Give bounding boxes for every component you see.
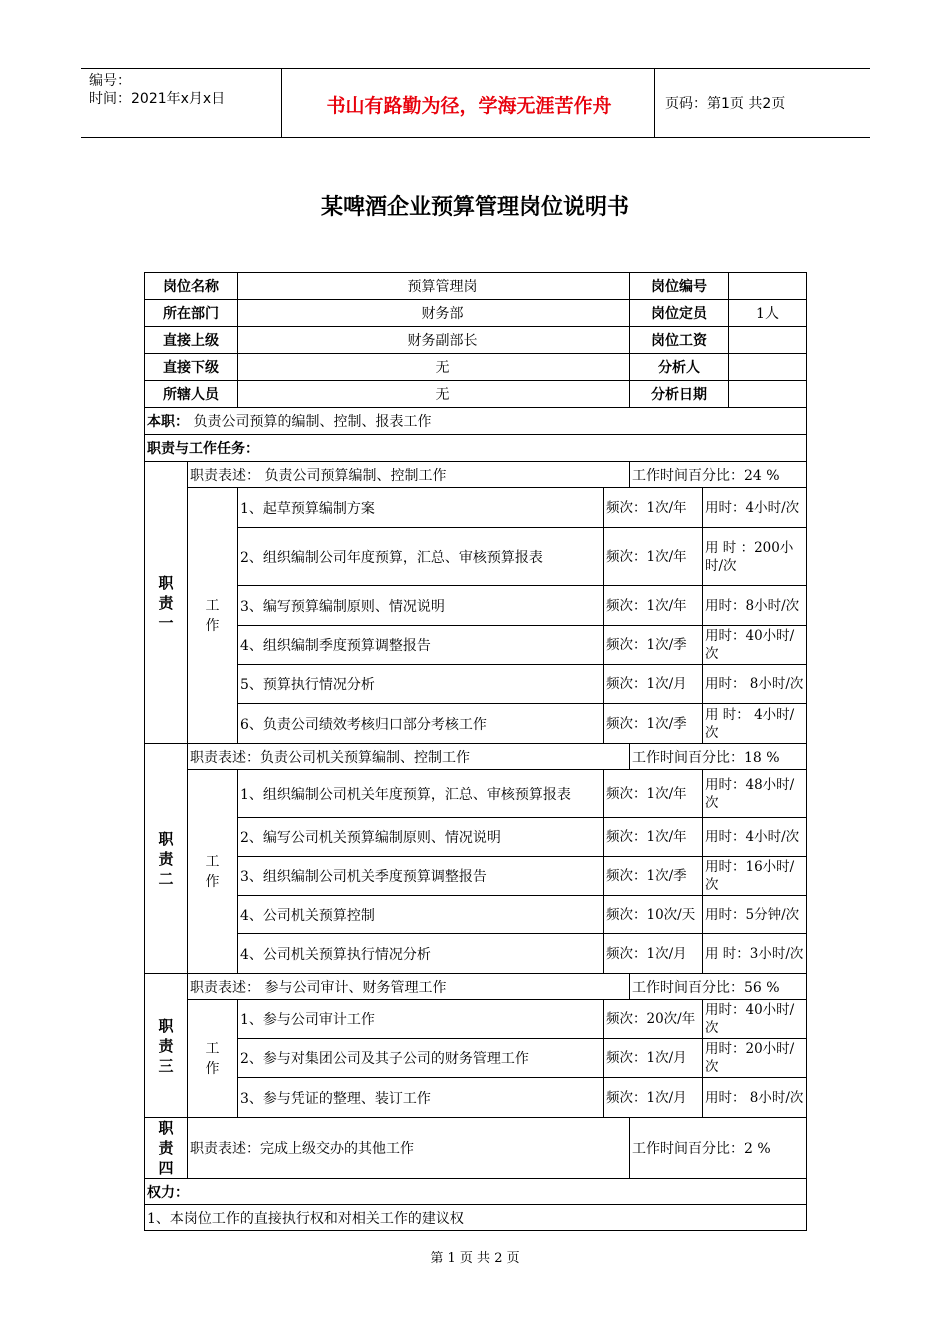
task-time: 用时：16小时/次 (703, 857, 807, 896)
task-time: 用 时： 4小时/次 (703, 704, 807, 744)
task-row (145, 586, 807, 626)
duty-label: 本职： (147, 414, 189, 430)
duty-statement: 职责表述： 参与公司审计、财务管理工作 (188, 974, 630, 1000)
info-value (729, 354, 807, 381)
task-time: 用时： 8小时/次 (703, 665, 807, 704)
header-motto: 书山有路勤为径，学海无涯苦作舟 (326, 95, 612, 117)
duty-name-char: 责 (158, 1139, 174, 1157)
rights-item: 1、本岗位工作的直接执行权和对相关工作的建议权 (145, 1205, 807, 1231)
duty-name (145, 744, 188, 974)
task-row (145, 818, 807, 857)
duty-statement: 职责表述：负责公司机关预算编制、控制工作 (188, 744, 630, 770)
document-title: 某啤酒企业预算管理岗位说明书 (320, 195, 629, 220)
duty-percent: 工作时间百分比：24 % (630, 462, 807, 488)
header-meta (89, 72, 225, 108)
info-label: 直接下级 (145, 354, 238, 381)
task-label (188, 770, 238, 974)
task-text: 3、参与凭证的整理、装订工作 (238, 1078, 604, 1118)
page-header (81, 68, 870, 138)
duties-title: 职责与工作任务： (145, 435, 807, 462)
info-label: 分析人 (630, 354, 729, 381)
task-text: 1、起草预算编制方案 (238, 488, 604, 528)
task-text: 2、参与对集团公司及其子公司的财务管理工作 (238, 1039, 604, 1078)
info-value: 1人 (729, 300, 807, 327)
info-value: 预算管理岗 (238, 273, 630, 300)
duty-name-char: 责 (158, 1036, 174, 1055)
info-label: 所辖人员 (145, 381, 238, 408)
info-value (729, 381, 807, 408)
info-label: 所在部门 (145, 300, 238, 327)
task-text: 4、组织编制季度预算调整报告 (238, 626, 604, 665)
duty-percent: 工作时间百分比：56 % (630, 974, 807, 1000)
duty-name (145, 974, 188, 1118)
info-value: 无 (238, 354, 630, 381)
task-frequency: 频次：1次/年 (604, 818, 703, 857)
duty-statement-row (145, 462, 807, 488)
task-frequency: 频次：1次/年 (604, 488, 703, 528)
task-text: 5、预算执行情况分析 (238, 665, 604, 704)
task-text: 4、公司机关预算控制 (238, 896, 604, 934)
task-time: 用时：48小时/次 (703, 770, 807, 818)
task-label-line: 作 (205, 873, 220, 890)
header-divider (281, 69, 282, 137)
task-label-line: 作 (205, 617, 220, 634)
header-time: 时间：2021年x月x日 (89, 91, 226, 107)
info-row (145, 381, 807, 408)
task-row (145, 488, 807, 528)
task-row (145, 934, 807, 974)
info-label: 岗位工资 (630, 327, 729, 354)
duty-name-char: 责 (158, 593, 174, 612)
task-text: 2、组织编制公司年度预算，汇总、审核预算报表 (238, 528, 604, 586)
duty-statement: 职责表述：完成上级交办的其他工作 (188, 1118, 630, 1179)
duty-name-char: 责 (158, 849, 174, 868)
duty-statement-row (145, 744, 807, 770)
info-row (145, 327, 807, 354)
duty-name-char: 四 (158, 1159, 174, 1177)
task-frequency: 频次：1次/月 (604, 934, 703, 974)
task-text: 6、负责公司绩效考核归口部分考核工作 (238, 704, 604, 744)
task-time: 用时：4小时/次 (703, 488, 807, 528)
info-row (145, 300, 807, 327)
header-number: 编号： (89, 73, 131, 89)
task-row (145, 1000, 807, 1039)
task-row (145, 1039, 807, 1078)
task-frequency: 频次：1次/月 (604, 1078, 703, 1118)
task-row (145, 770, 807, 818)
duty-statement-row (145, 1118, 807, 1179)
task-text: 1、参与公司审计工作 (238, 1000, 604, 1039)
task-label-line: 工 (205, 1040, 220, 1057)
duty-name-char: 三 (158, 1056, 174, 1075)
info-value: 财务副部长 (238, 327, 630, 354)
duty-statement-row (145, 974, 807, 1000)
task-frequency: 频次：1次/季 (604, 704, 703, 744)
task-time: 用时：5分钟/次 (703, 896, 807, 934)
task-time: 用 时 ：200小时/次 (703, 528, 807, 586)
info-label: 岗位定员 (630, 300, 729, 327)
info-value (729, 273, 807, 300)
task-frequency: 频次：1次/季 (604, 626, 703, 665)
duty-name (145, 462, 188, 744)
duty-row (145, 408, 807, 435)
task-time: 用时： 8小时/次 (703, 1078, 807, 1118)
info-label: 分析日期 (630, 381, 729, 408)
task-row (145, 1078, 807, 1118)
task-frequency: 频次：1次/季 (604, 857, 703, 896)
task-time: 用时：40小时/次 (703, 1000, 807, 1039)
task-label-line: 工 (205, 853, 220, 870)
task-row (145, 528, 807, 586)
info-value: 无 (238, 381, 630, 408)
header-page: 页码：第1页 共2页 (665, 96, 786, 112)
duty-name (145, 1118, 188, 1179)
task-time: 用 时：3小时/次 (703, 934, 807, 974)
info-value: 财务部 (238, 300, 630, 327)
duty-percent: 工作时间百分比：18 % (630, 744, 807, 770)
task-frequency: 频次：1次/年 (604, 586, 703, 626)
task-text: 2、编写公司机关预算编制原则、情况说明 (238, 818, 604, 857)
info-row (145, 273, 807, 300)
task-time: 用时：8小时/次 (703, 586, 807, 626)
task-row (145, 857, 807, 896)
task-time: 用时：20小时/次 (703, 1039, 807, 1078)
task-row (145, 896, 807, 934)
task-label-line: 工 (205, 597, 220, 614)
duty-name-char: 一 (158, 613, 174, 632)
info-label: 岗位编号 (630, 273, 729, 300)
job-description-table (144, 272, 807, 1231)
task-text: 1、组织编制公司机关年度预算，汇总、审核预算报表 (238, 770, 604, 818)
task-frequency: 频次：1次/月 (604, 1039, 703, 1078)
task-frequency: 频次：1次/年 (604, 770, 703, 818)
task-frequency: 频次：1次/月 (604, 665, 703, 704)
page-footer: 第 1 页 共 2 页 (430, 1251, 520, 1266)
rights-title: 权力： (145, 1179, 807, 1205)
duty-name-char: 职 (158, 573, 174, 592)
task-frequency: 频次：10次/天 (604, 896, 703, 934)
duty-name-char: 二 (158, 869, 174, 888)
task-frequency: 频次：1次/年 (604, 528, 703, 586)
info-row (145, 354, 807, 381)
duty-text: 负责公司预算的编制、控制、报表工作 (193, 414, 432, 430)
duties-title-row (145, 435, 807, 462)
task-label-line: 作 (205, 1060, 220, 1077)
task-frequency: 频次：20次/年 (604, 1000, 703, 1039)
info-label: 直接上级 (145, 327, 238, 354)
info-label: 岗位名称 (145, 273, 238, 300)
task-row (145, 665, 807, 704)
rights-row (145, 1205, 807, 1231)
task-text: 4、公司机关预算执行情况分析 (238, 934, 604, 974)
task-time: 用时：4小时/次 (703, 818, 807, 857)
duty-name-char: 职 (158, 1119, 174, 1137)
task-row (145, 626, 807, 665)
task-text: 3、组织编制公司机关季度预算调整报告 (238, 857, 604, 896)
task-time: 用时：40小时/次 (703, 626, 807, 665)
task-text: 3、编写预算编制原则、情况说明 (238, 586, 604, 626)
duty-percent: 工作时间百分比：2 % (630, 1118, 807, 1179)
duty-name-char: 职 (158, 1016, 174, 1035)
duty-statement: 职责表述： 负责公司预算编制、控制工作 (188, 462, 630, 488)
rights-title-row (145, 1179, 807, 1205)
task-label (188, 1000, 238, 1118)
info-value (729, 327, 807, 354)
task-row (145, 704, 807, 744)
task-label (188, 488, 238, 744)
duty-name-char: 职 (158, 829, 174, 848)
